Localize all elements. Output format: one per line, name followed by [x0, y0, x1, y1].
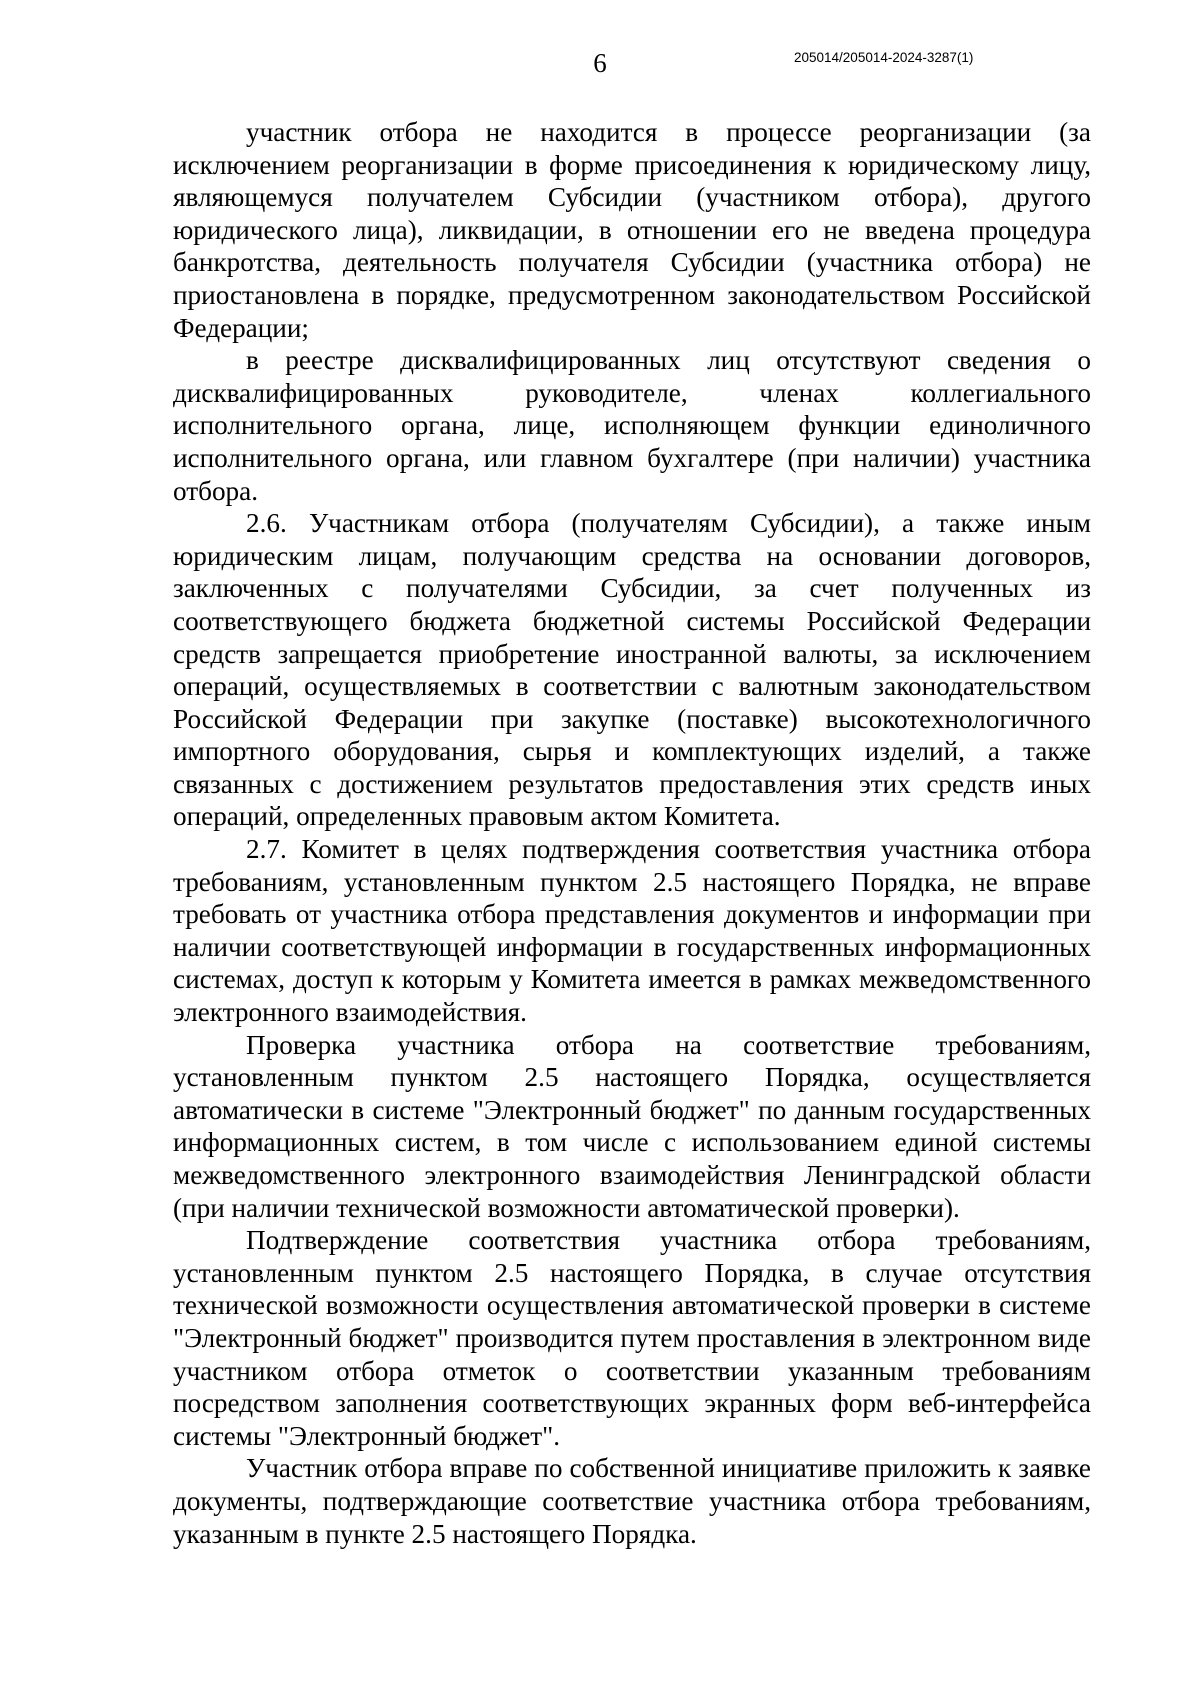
paragraph-reorganization: участник отбора не находится в процессе реорганизации (за исключением реорганизации в форме присоединения к юридическому лицу, являющемуся получателем Субсидии (участником отбора), другого юридического лица), ликвидации, в отношении его не введена процедура банкротства, деятельность получателя Субсидии (участника отбора) не приостановлена в порядке, предусмотренном законодательством Российской Федерации; — [173, 117, 1091, 343]
paragraph-disqualified-registry: в реестре дисквалифицированных лиц отсутствуют сведения о дисквалифицированных руководителе, членах коллегиального исполнительного органа, лице, исполняющем функции единоличного исполнительного органа, или главном бухгалтере (при наличии) участника отбора. — [173, 345, 1091, 506]
page-number: 6 — [593, 48, 607, 78]
document-body — [173, 116, 1091, 1550]
paragraph-manual-confirmation: Подтверждение соответствия участника отбора требованиям, установленным пунктом 2.5 настоящего Порядка, в случае отсутствия технической возможности осуществления автоматической проверки в системе "Электронный бюджет" производится путем проставления в электронном виде участником отбора отметок о соответствии указанным требованиям посредством заполнения соответствующих экранных форм веб-интерфейса системы "Электронный бюджет". — [173, 1225, 1091, 1451]
document-id: 205014/205014-2024-3287(1) — [794, 50, 974, 65]
paragraph-automatic-check: Проверка участника отбора на соответствие требованиям, установленным пунктом 2.5 настоящего Порядка, осуществляется автоматически в системе "Электронный бюджет" по данным государственных информационных систем, в том числе с использованием единой системы межведомственного электронного взаимодействия Ленинградской области (при наличии технической возможности автоматической проверки). — [173, 1029, 1091, 1223]
paragraph-2-6: 2.6. Участникам отбора (получателям Субсидии), а также иным юридическим лицам, получающим средства на основании договоров, заключенных с получателями Субсидии, за счет полученных из соответствующего бюджета бюджетной системы Российской Федерации средств запрещается приобретение иностранной валюты, за исключением операций, осуществляемых в соответствии с валютным законодательством Российской Федерации при закупке (поставке) высокотехнологичного импортного оборудования, сырья и комплектующих изделий, а также связанных с достижением результатов предоставления этих средств иных операций, определенных правовым актом Комитета. — [173, 508, 1091, 832]
paragraph-2-7: 2.7. Комитет в целях подтверждения соответствия участника отбора требованиям, установленным пунктом 2.5 настоящего Порядка, не вправе требовать от участника отбора представления документов и информации при наличии соответствующей информации в государственных информационных системах, доступ к которым у Комитета имеется в рамках межведомственного электронного взаимодействия. — [173, 834, 1091, 1028]
paragraph-optional-documents: Участник отбора вправе по собственной инициативе приложить к заявке документы, подтверждающие соответствие участника отбора требованиям, указанным в пункте 2.5 настоящего Порядка. — [173, 1453, 1091, 1549]
